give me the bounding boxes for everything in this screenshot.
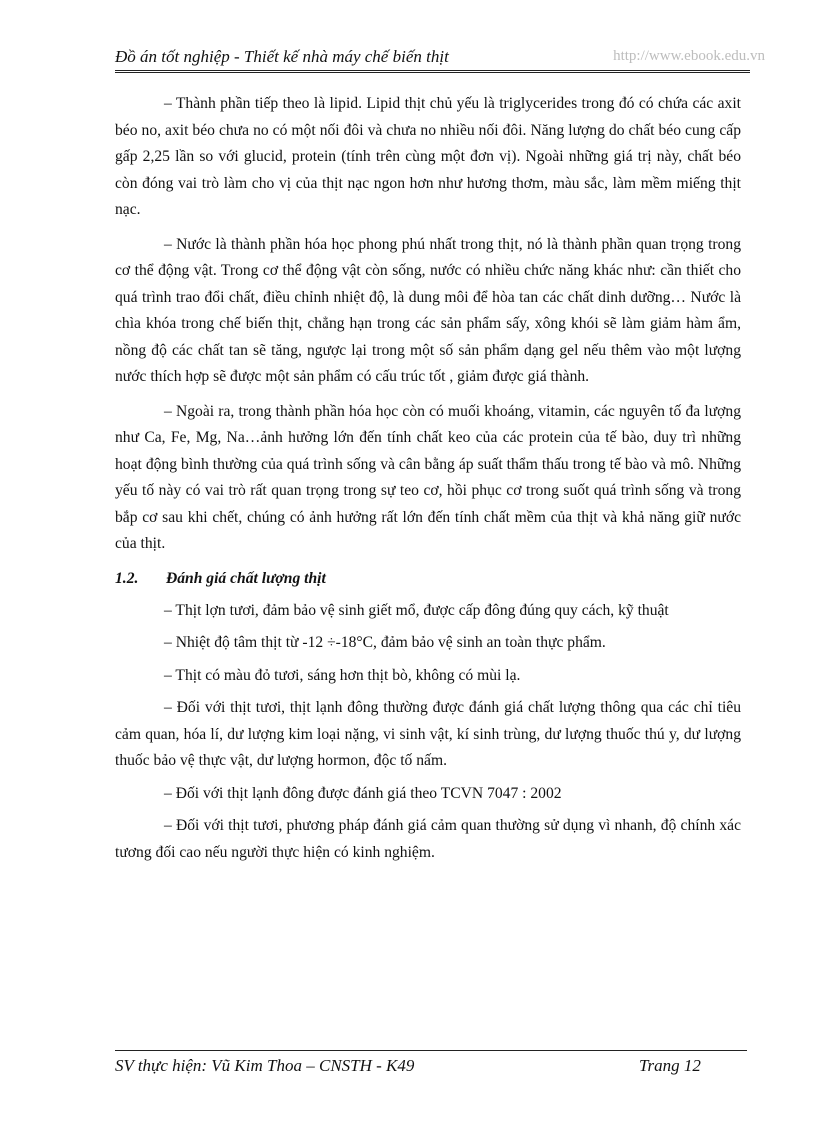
- criterion-core-temperature: – Nhiệt độ tâm thịt từ -12 ÷-18°C, đảm bảo vệ sinh an toàn thực phẩm.: [164, 634, 606, 651]
- page-header: [115, 44, 765, 70]
- criterion-color: – Thịt có màu đỏ tươi, sáng hơn thịt bò, không có mùi lạ.: [164, 666, 521, 684]
- paragraph-water: – Nước là thành phần hóa học phong phú nhất trong thịt, nó là thành phần quan trọng trong cơ thể động vật. Trong cơ thể động vật còn sống, nước có nhiều chức năng khác như: cần thiết cho quá trình trao đổi chất, điều chỉnh nhiệt độ, là dung môi để hòa tan các chất dinh dưỡng… Nước là chìa khóa trong chế biến thịt, chẳng hạn trong các sản phẩm sấy, xông khói sẽ làm giảm hàm ẩm, nồng độ các chất tan sẽ tăng, ngược lại trong một số sản phẩm dạng gel nếu thêm vào một lượng nước thích hợp sẽ được một sản phẩm có cấu trúc tốt , giảm được giá thành.: [115, 235, 741, 385]
- footer-author: SV thực hiện: Vũ Kim Thoa – CNSTH - K49: [115, 1056, 415, 1075]
- header-title: Đồ án tốt nghiệp - Thiết kế nhà máy chế biến thịt: [115, 47, 449, 66]
- header-url[interactable]: http://www.ebook.edu.vn: [613, 48, 765, 64]
- section-title: Đánh giá chất lượng thịt: [166, 569, 326, 587]
- criterion-standard: – Đối với thịt lạnh đông được đánh giá theo TCVN 7047 : 2002: [164, 784, 562, 802]
- document-body: [115, 91, 741, 872]
- criterion-quality-indicators: – Đối với thịt tươi, thịt lạnh đông thường được đánh giá chất lượng thông qua các chỉ tiêu cảm quan, hóa lí, dư lượng kim loại nặng, vi sinh vật, kí sinh trùng, dư lượng thuốc thú y, dư lượng thuốc bảo vệ thực vật, dư lượng hormon, độc tố nấm.: [115, 699, 741, 769]
- section-heading: [115, 566, 741, 592]
- section-number: 1.2.: [115, 569, 139, 587]
- criterion-fresh-pork: – Thịt lợn tươi, đảm bảo vệ sinh giết mổ, được cấp đông đúng quy cách, kỹ thuật: [164, 601, 669, 619]
- header-divider: [115, 70, 750, 73]
- footer-page-number: Trang 12: [639, 1056, 701, 1075]
- paragraph-minerals: – Ngoài ra, trong thành phần hóa học còn có muối khoáng, vitamin, các nguyên tố đa lượng như Ca, Fe, Mg, Na…ảnh hưởng lớn đến tính chất keo của các protein của tế bào, duy trì những hoạt động bình thường của quá trình sống và cân bằng áp suất thẩm thấu trong tế bào và mô. Những yếu tố này có vai trò rất quan trọng trong sự teo cơ, hồi phục cơ trong suốt quá trình sống và trong bắp cơ sau khi chết, chúng có ảnh hưởng rất lớn đến tính chất mềm của thịt và khả năng giữ nước của thịt.: [115, 402, 741, 552]
- footer-divider: [115, 1050, 747, 1051]
- criterion-sensory-method: – Đối với thịt tươi, phương pháp đánh giá cảm quan thường sử dụng vì nhanh, độ chính xác tương đối cao nếu người thực hiện có kinh nghiệm.: [115, 817, 741, 861]
- paragraph-lipid: – Thành phần tiếp theo là lipid. Lipid thịt chủ yếu là triglycerides trong đó có chứa các axit béo no, axit béo chưa no có một nối đôi và chưa no nhiều nối đôi. Năng lượng do chất béo cung cấp gấp 2,25 lần so với glucid, protein (tính trên cùng một đơn vị). Ngoài những giá trị này, chất béo còn đóng vai trò làm cho vị của thịt nạc ngon hơn như hương thơm, màu sắc, làm mềm miếng thịt nạc.: [115, 95, 741, 218]
